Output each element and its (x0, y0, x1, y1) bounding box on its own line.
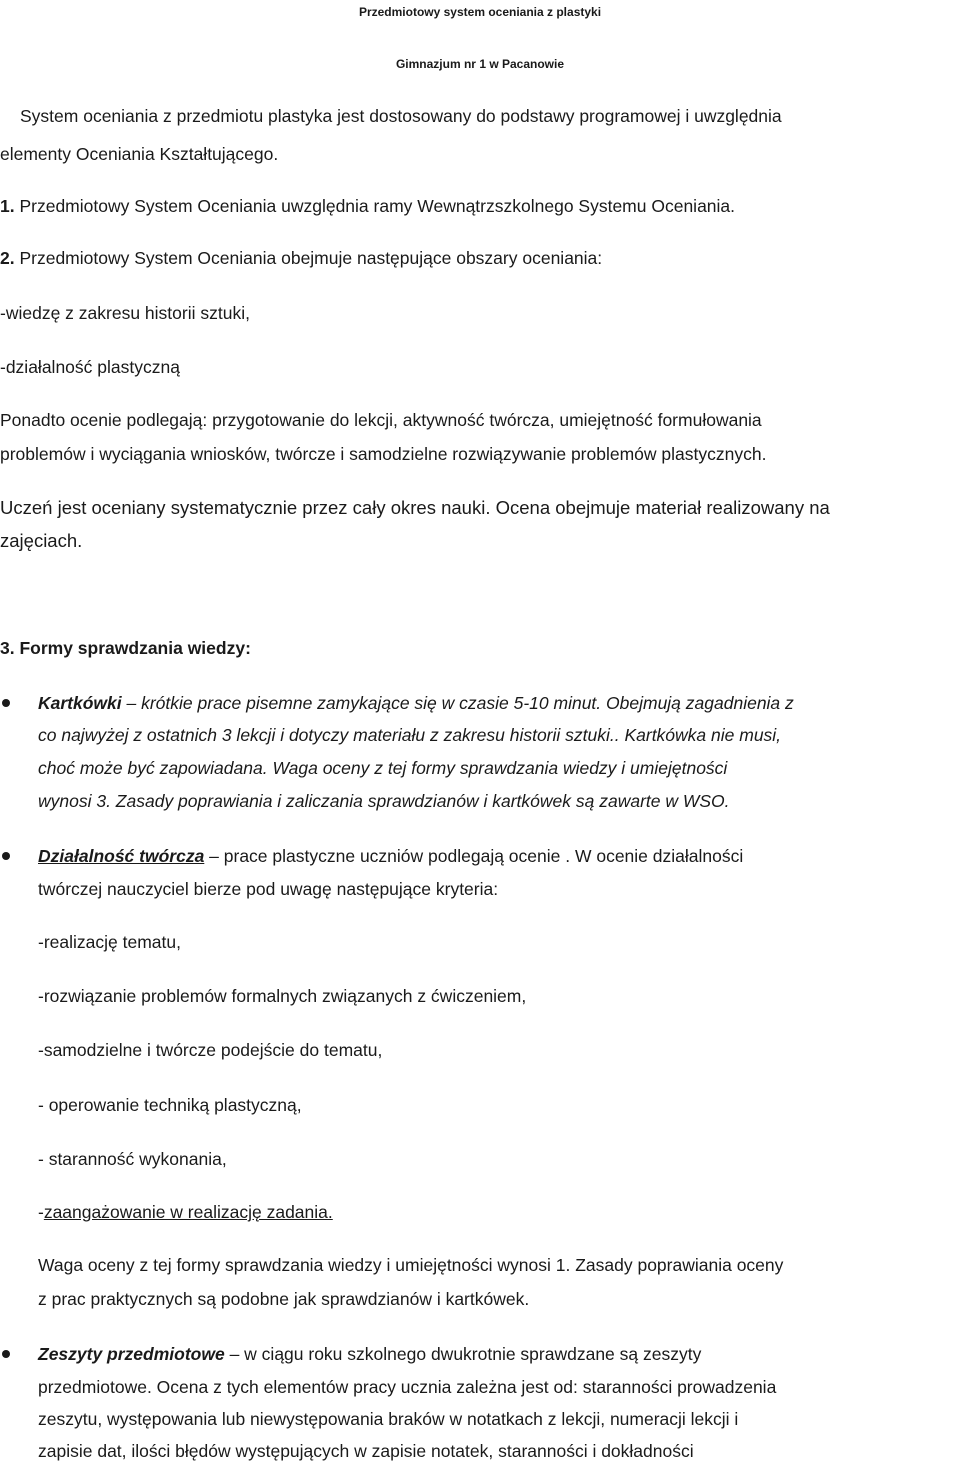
criterion-item: - operowanie techniką plastyczną, (38, 1095, 302, 1115)
document-title: Przedmiotowy system oceniania z plastyki (358, 5, 602, 19)
point-2 (0, 246, 602, 270)
point-1-number: 1. (0, 196, 15, 216)
zeszyty-line-2: przedmiotowe. Ocena z tych elementów pracy ucznia zależna jest od: staranności prowadzenia (38, 1377, 777, 1397)
criterion-item: - staranność wykonania, (38, 1149, 227, 1169)
criterion-underlined: zaangażowanie w realizację zadania. (43, 1202, 333, 1222)
kartkowki-term: Kartkówki (38, 693, 122, 713)
point-1 (0, 194, 735, 218)
kartkowki-line-4: wynosi 3. Zasady poprawiania i zaliczania sprawdzianów i kartkówek są zawarte w WSO. (38, 791, 730, 811)
systematic-line-2: zajęciach. (0, 530, 83, 551)
zeszyty-term: Zeszyty przedmiotowe (38, 1344, 225, 1364)
zeszyty-line-1 (38, 1342, 701, 1366)
intro-line-1: System oceniania z przedmiotu plastyka jest dostosowany do podstawy programowej i uwzględnia (20, 106, 782, 126)
zeszyty-line-3: zeszytu, występowania lub niewystępowania braków w notatkach z lekcji, numeracji lekcji i (38, 1409, 739, 1429)
point-1-text: Przedmiotowy System Oceniania uwzględnia ramy Wewnątrzszkolnego Systemu Oceniania. (14, 196, 736, 216)
dzialalnosc-term: Działalność twórcza (38, 846, 205, 866)
kartkowki-desc: krótkie prace pisemne zamykające się w czasie 5-10 minut. Obejmują zagadnienia z (141, 693, 794, 713)
besides-line-2: problemów i wyciągania wniosków, twórcze i samodzielne rozwiązywanie problemów plastycznych. (0, 444, 767, 464)
weight-line-1: Waga oceny z tej formy sprawdzania wiedzy i umiejętności wynosi 1. Zasady poprawiania oceny (38, 1255, 784, 1275)
zeszyty-desc: – w ciągu roku szkolnego dwukrotnie sprawdzane są zeszyty (224, 1344, 702, 1364)
bullet-icon (2, 852, 10, 860)
bullet-icon (2, 1350, 10, 1358)
systematic-line-1: Uczeń jest oceniany systematycznie przez cały okres nauki. Ocena obejmuje materiał realizowany na (0, 497, 830, 518)
area-item: -działalność plastyczną (0, 357, 180, 377)
dzialalnosc-desc: – prace plastyczne uczniów podlegają ocenie . W ocenie działalności (204, 846, 744, 866)
area-item: -wiedzę z zakresu historii sztuki, (0, 303, 250, 323)
intro-line-2: elementy Oceniania Kształtującego. (0, 144, 279, 164)
school-name: Gimnazjum nr 1 w Pacanowie (395, 57, 565, 71)
point-2-number: 2. (0, 248, 15, 268)
point-2-text: Przedmiotowy System Oceniania obejmuje następujące obszary oceniania: (14, 248, 603, 268)
kartkowki-line-2: co najwyżej z ostatnich 3 lekcji i dotyczy materiału z zakresu historii sztuki.. Kartkówka nie musi, (38, 725, 782, 745)
criterion-item (38, 1200, 333, 1224)
criterion-item: -rozwiązanie problemów formalnych związanych z ćwiczeniem, (38, 986, 527, 1006)
dzialalnosc-line-1 (38, 844, 743, 868)
section-3-title: 3. Formy sprawdzania wiedzy: (0, 638, 251, 658)
dzialalnosc-line-2: twórczej nauczyciel bierze pod uwagę następujące kryteria: (38, 879, 499, 899)
besides-line-1: Ponadto ocenie podlegają: przygotowanie do lekcji, aktywność twórcza, umiejętność formułowania (0, 410, 762, 430)
kartkowki-line-3: choć może być zapowiadana. Waga oceny z tej formy sprawdzania wiedzy i umiejętności (38, 758, 728, 778)
criterion-item: -samodzielne i twórcze podejście do tematu, (38, 1040, 383, 1060)
zeszyty-line-4: zapisie dat, ilości błędów występujących w zapisie notatek, staranności i dokładności (38, 1441, 694, 1461)
kartkowki-line-1 (38, 691, 794, 715)
kartkowki-dash: – (121, 693, 142, 713)
bullet-icon (2, 699, 10, 707)
criterion-item: -realizację tematu, (38, 932, 181, 952)
weight-line-2: z prac praktycznych są podobne jak sprawdzianów i kartkówek. (38, 1289, 530, 1309)
criterion-dash: - (38, 1202, 44, 1222)
